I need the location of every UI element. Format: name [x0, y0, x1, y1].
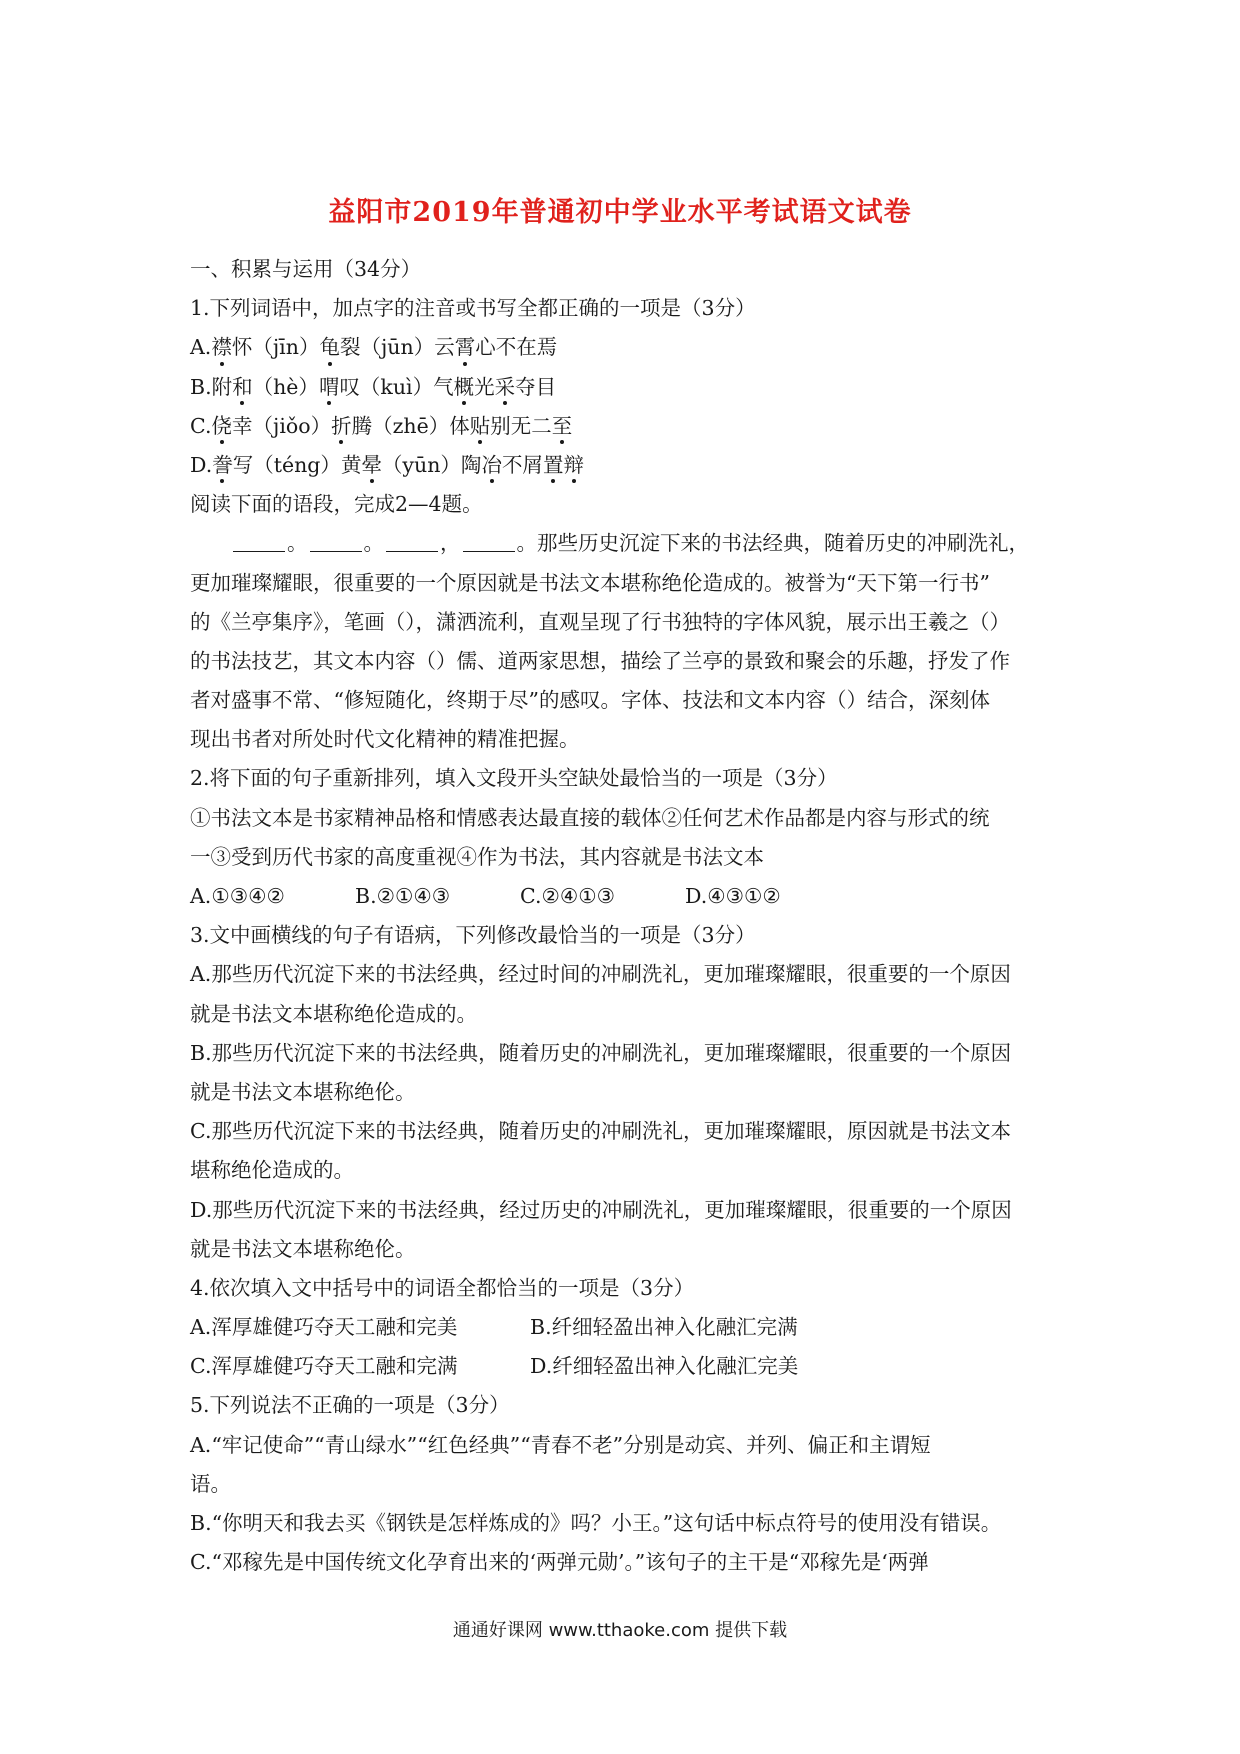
- q1-option-c: C.侥幸（jiǒo）折腾（zhē）体贴别无二至: [190, 407, 1060, 446]
- q2-stem: 2.将下面的句子重新排列，填入文段开头空缺处最恰当的一项是（3分）: [190, 766, 838, 791]
- reading-intro: 阅读下面的语段，完成2—4题。: [190, 492, 483, 517]
- fill-blank: [463, 527, 515, 552]
- q3-option-b-line-1: B.那些历代沉淀下来的书法经典，随着历史的冲刷洗礼，更加璀璨耀眼，很重要的一个原因: [190, 1040, 1012, 1065]
- passage-line-1: 。 。 ， 。那些历史沉淀下来的书法经典，随着历史的冲刷洗礼，: [190, 524, 1060, 563]
- q2-sentences-line-2: 一③受到历代书家的高度重视④作为书法，其内容就是书法文本: [190, 844, 764, 869]
- q2-option-d: D.④③①②: [685, 884, 781, 908]
- q1-option-b: B.附和（hè）喟叹（kuì）气概光采夺目: [190, 368, 1060, 407]
- passage-line-5: 者对盛事不常、“修短随化，终期于尽”的感叹。字体、技法和文本内容（）结合，深刻体: [190, 688, 990, 713]
- exam-content: [190, 250, 1060, 1582]
- passage-line-4: 的书法技艺，其文本内容（）儒、道两家思想，描绘了兰亭的景致和聚会的乐趣，抒发了作: [190, 648, 1010, 673]
- q3-option-d-line-1: D.那些历代沉淀下来的书法经典，经过历史的冲刷洗礼，更加璀璨耀眼，很重要的一个原因: [190, 1197, 1012, 1222]
- q4-options-row-1: [190, 1308, 1060, 1347]
- q5-stem: 5.下列说法不正确的一项是（3分）: [190, 1393, 510, 1418]
- q3-option-a-line-2: 就是书法文本堪称绝伦造成的。: [190, 1001, 477, 1026]
- fill-blank: [386, 527, 438, 552]
- q2-sentences-line-1: ①书法文本是书家精神品格和情感表达最直接的载体②任何艺术作品都是内容与形式的统: [190, 805, 990, 830]
- q4-option-b: B.纤细轻盈出神入化融汇完满: [530, 1315, 798, 1340]
- passage-line-6: 现出书者对所处时代文化精神的精准把握。: [190, 727, 580, 752]
- q3-option-b-line-2: 就是书法文本堪称绝伦。: [190, 1079, 416, 1104]
- q5-option-a-line-2: 语。: [190, 1471, 231, 1496]
- fill-blank: [310, 527, 362, 552]
- reading-passage: [190, 524, 1060, 759]
- q5-option-b-line-1: B.“你明天和我去买《钢铁是怎样炼成的》吗？小王。”这句话中标点符号的使用没有错误。: [190, 1511, 1002, 1535]
- page-footer: 通通好课网 www.tthaoke.com 提供下载: [452, 1620, 788, 1641]
- passage-line-3: 的《兰亭集序》，笔画（），潇洒流利，直观呈现了行书独特的字体风貌，展示出王羲之（）: [190, 609, 1010, 634]
- q5-option-c-line-1: C.“邓稼先是中国传统文化孕育出来的‘两弹元勋’。”该句子的主干是“邓稼先是‘两弹: [190, 1550, 929, 1575]
- q5-option-a-line-1: A.“牢记使命”“青山绿水”“红色经典”“青春不老”分别是动宾、并列、偏正和主谓短: [190, 1432, 931, 1457]
- q4-option-a: A.浑厚雄健巧夺天工融和完美: [190, 1315, 458, 1340]
- q1-option-a: A.襟怀（jīn）龟裂（jūn）云霄心不在焉: [190, 328, 1060, 367]
- q2-options: [190, 877, 1060, 916]
- q3-option-a-line-1: A.那些历代沉淀下来的书法经典，经过时间的冲刷洗礼，更加璀璨耀眼，很重要的一个原因: [190, 962, 1011, 987]
- q3-option-c-line-2: 堪称绝伦造成的。: [190, 1158, 354, 1183]
- passage-line-2: 更加璀璨耀眼，很重要的一个原因就是书法文本堪称绝伦造成的。被誉为“天下第一行书”: [190, 570, 990, 595]
- q2-option-a: A.①③④②: [190, 884, 285, 908]
- section-heading: 一、积累与运用（34分）: [190, 257, 422, 281]
- exam-title: 益阳市2019年普通初中学业水平考试语文试卷: [328, 197, 912, 228]
- q4-options-row-2: [190, 1347, 1060, 1386]
- q3-option-d-line-2: 就是书法文本堪称绝伦。: [190, 1236, 416, 1261]
- q1-stem: 1.下列词语中，加点字的注音或书写全都正确的一项是（3分）: [190, 296, 756, 321]
- q4-option-c: C.浑厚雄健巧夺天工融和完满: [190, 1354, 458, 1379]
- q2-option-b: B.②①④③: [355, 884, 451, 908]
- fill-blank: [233, 527, 285, 552]
- q3-stem: 3.文中画横线的句子有语病，下列修改最恰当的一项是（3分）: [190, 923, 756, 948]
- q4-option-d: D.纤细轻盈出神入化融汇完美: [530, 1354, 799, 1379]
- q2-option-c: C.②④①③: [520, 884, 615, 908]
- q3-option-c-line-1: C.那些历代沉淀下来的书法经典，随着历史的冲刷洗礼，更加璀璨耀眼，原因就是书法文本: [190, 1119, 1011, 1144]
- q1-option-d: D.誊写（téng）黄晕（yūn）陶冶不屑置辩: [190, 446, 1060, 485]
- q4-stem: 4.依次填入文中括号中的词语全都恰当的一项是（3分）: [190, 1275, 695, 1300]
